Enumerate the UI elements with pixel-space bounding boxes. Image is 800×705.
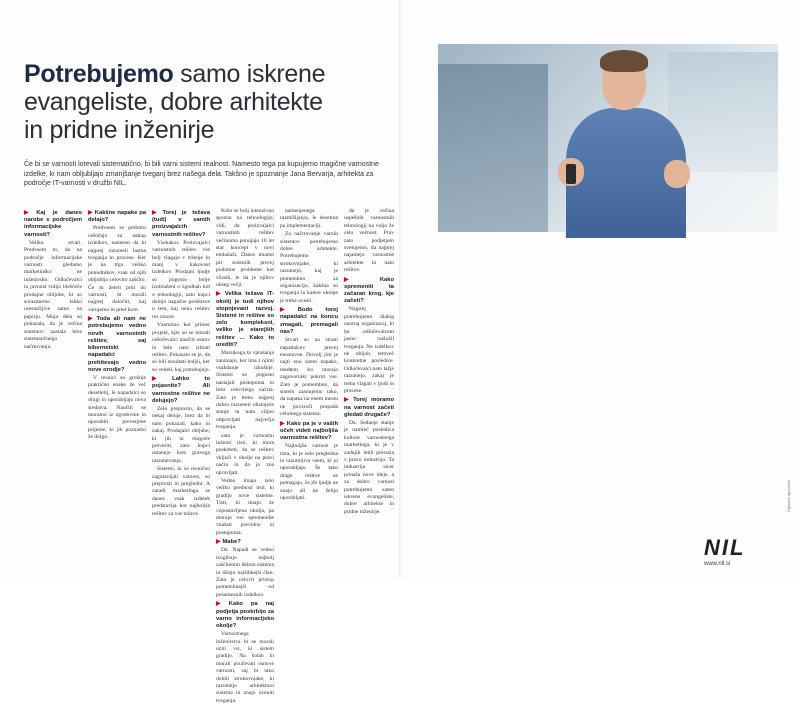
interview-question [88, 316, 146, 374]
triangle-bullet-icon: ▶ [88, 210, 93, 216]
interview-answer: zato je varnostni inženir tisti, ki mora poskrbeti, da se rešitev vključi v okolje na pravi način in da jo zna upravljati. [216, 432, 274, 476]
triangle-bullet-icon: ▶ [280, 420, 285, 427]
background-panel [438, 64, 548, 232]
question-text: Lahko to pojasnite? Ali varnostne rešitve ne delujejo? [152, 376, 210, 404]
text-column-1 [24, 208, 82, 564]
interview-question [280, 307, 338, 336]
article-headline [24, 60, 404, 144]
headline-line2: evangeliste, dobre arhitekte [24, 88, 323, 116]
interview-answer: Vsekakor. Proizvajalci varnostnih rešitev vse bolj vlagajo v trženje in manj v kakovost izdelkov. Prodajni ljudje so pogosto bolje izobraženi o zgodbah kot o tehnologiji, zato kupci dobijo napačne predstave o tem, kaj neka rešitev res zmore. [152, 239, 210, 320]
question-text: Kako pa je v vaših očeh videti najboljša varnostna rešitev? [280, 420, 338, 441]
question-text: Bodo torej napadalci na koncu zmagali, premagali nas? [280, 307, 338, 335]
question-text: Kakšne napake pa delajo? [88, 210, 146, 224]
interview-question [24, 210, 82, 239]
question-text: Velika težava IT-okolij je tudi njihov stopnjevani razvoj. Sistemi in rešitve so zelo kompleksni, veliko je starejših rešitev ... Kako to urediti? [216, 291, 274, 348]
interview-question [344, 277, 394, 306]
hand-shape [664, 160, 690, 188]
interview-answer: Najboljša varnost je tista, ki je zelo pregledna in razumljiva vsem, ki jo uporabljajo. Še tako drage rešitve ne pomagajo, če jih ljudje ne znajo ali ne želijo uporabljati. [280, 443, 338, 502]
question-text: Kako pa naj podjetja poskrbijo za varno informacijsko okolje? [216, 601, 274, 629]
interview-answer: Stvari so na strani napadalcev precej enostavne. Dovolj jim je najti eno samo napako, medtem ko morajo zagovorniki pokriti vse. Zato je pomembno, da sistem zasnujemo tako, da napaka na enem mestu ne povzroči propada celotnega sistema. [280, 337, 338, 418]
interview-question [216, 601, 274, 630]
interview-answer: Da. Napadi se vedno izogibajo najbolj zaščitenim delom sistema in iščejo najšibkejši člen. Zato je celovit pristop pomembnejši od posameznih izdelkov. [216, 547, 274, 598]
interview-answer: Vzemimo kot primer projekt, kjer so se morali odločevalci naučiti osnov in šele nato izbrati rešitev. Pokazalo se je, da so bili rezultati boljši, ker so vedeli, kaj potrebujejo. [152, 322, 210, 373]
text-column-8 [548, 208, 650, 564]
interview-question [216, 291, 274, 349]
interview-question [88, 210, 146, 224]
triangle-bullet-icon: ▶ [216, 539, 221, 546]
question-text: Torej je težava (tudi) v samih proizvajalcih varnostnih rešitev? [152, 210, 210, 238]
triangle-bullet-icon: ▶ [280, 307, 296, 314]
text-column-6 [344, 208, 394, 564]
question-text: Torej moramo na varnost začeti gledati drugače? [344, 397, 394, 418]
logo-url: www.nil.si [704, 561, 731, 567]
text-column-3 [152, 208, 210, 564]
interview-answer: namenjenega razmišljanju, le desetina pa implementaciji. [280, 208, 338, 229]
headline-line3: in pridne inženirje [24, 116, 215, 144]
interview-question [216, 539, 274, 546]
triangle-bullet-icon: ▶ [344, 276, 378, 283]
triangle-bullet-icon: ▶ [344, 397, 352, 404]
triangle-bullet-icon: ▶ [88, 316, 95, 323]
remote-device [566, 164, 576, 184]
triangle-bullet-icon: ▶ [216, 291, 223, 298]
headline-line1-rest: samo iskrene [180, 60, 326, 88]
interview-answer: Zelo preprosto, da se nekaj deluje, brez da bi nam pokazali, kako in zakaj. Prodajalci obljube, ki jih ni mogoče preveriti, zato kupci ostanejo brez pravega razumevanja. [152, 405, 210, 464]
triangle-bullet-icon: ▶ [216, 601, 227, 608]
text-column-9 [658, 208, 776, 508]
interview-question [280, 421, 338, 443]
interview-answer: Varnostnega inženirstva bi se morali učiti vsi, ki sistem gradijo. Na šolah bi morali poučevati osnove varnosti, saj bi tako dobili strokovnjake, ki razumejo arhitekturo sistema in znajo oceniti tveganja. [216, 631, 274, 704]
logo-wordmark: NIL [704, 535, 746, 560]
side-note: Oglasno sporočilo [786, 479, 791, 512]
text-column-5 [280, 208, 338, 564]
interview-answer: Predvsem se prehitro odločajo za nakup izdelkov, namesto da bi najprej razumeli lastna tveganja in procese. Ker je na trgu veliko ponudnikov, vsak od njih obljublja celovito zaščito. Če bi želeli priti do varnosti, bi morali najprej določiti, kaj varujemo in pred kom. [88, 225, 146, 313]
interview-answer: Veliko stvari. Predvsem to, da na področje informacijske varnosti gledamo marketinško ne inženirsko. Odločevalci in javnost vidijo bleščeče prodajne obljube, ki so sorazmerno lahko uresničljive samo na papirju. Moja dela so pokazala, da je večina sistemov nastala brez sistematičnega načrtovanja. [24, 239, 82, 350]
interview-answer: Najprej potrebujemo dialog znotraj organizacij, ki bo odločevalcem jasno razložil tveganja. Ne izdelkov ne obljub, temveč konkretne posledice. Odločevalci nato lažje razumejo, zakaj je treba vlagati v ljudi in procese. [344, 306, 395, 394]
interview-answer: da je večina uspešnih varnostnih tehnologij na voljo že celo večnost. Prav zato podjetjem svetujemo, da najprej najamejo varnostne arhitekte in nato rešitve. [344, 208, 394, 274]
question-text: Kako spremeniti ta začaran krog, kje začeti? [344, 276, 394, 305]
article-lead: Če bi se varnosti lotevali sistematično, bi bili varni sistemi realnost. Namesto tega pa kupujemo magične varnostne izdelke, ki nam obljubljajo zmanjšanje tveganj brez našega dela. Takšno je spoznanje Jana Bervarja, arhitekta za področje IT-varnosti v družbi NIL. [24, 161, 379, 187]
text-column-2 [88, 208, 146, 564]
question-text: Mabe? [222, 539, 241, 546]
triangle-bullet-icon: ▶ [152, 376, 171, 383]
interview-answer: Vedno imajo zelo veliko prednost tisti, ki gradijo nove sisteme. Tisti, ki imajo že vzpostavljena okolja, pa morajo vse spremembe vnašati previdno in postopoma. [216, 478, 274, 536]
interview-question [152, 210, 210, 239]
interview-question [152, 376, 210, 405]
interview-answer: Za načrtovanje varnih sistemov potrebujemo dobre arhitekte. Potrebujemo strokovnjake, ki razumejo, kaj je pomembno za organizacijo, kakšna so tveganja in katere ukrepe je treba uvesti. [280, 231, 338, 304]
hair-shape [600, 50, 648, 72]
text-column-4 [216, 208, 274, 704]
triangle-bullet-icon: ▶ [152, 210, 161, 216]
question-text: Kaj je danes narobe s področjem informacijske varnosti? [24, 210, 82, 238]
nil-logo [704, 537, 774, 567]
triangle-bullet-icon: ▶ [24, 210, 35, 216]
question-text: Toda ali nam ne potrebujemo vedno novih varnostnih rešitev, saj kibernetski napadalci prehitevajo vedno nove orodje? [88, 316, 146, 373]
interview-answer: Kdor se bolj intenzivno spozna na tehnologijo, vidi, da proizvajalci varnostnih rešitev večinoma ponujajo 10 let star koncept v novi embalaži. Danes imamo pri sistemih precej podobne probleme kot včasih, le da je njihov obseg večji. [216, 208, 274, 289]
interview-answer: V resnici so grožnje praktično enake že več desetletij, le napadalci so drugi in uporabljajo nova sredstva. Naučiti se moramo iz zgodovine in uporabiti preverjene prijeme, ki jih poznamo že dolgo. [88, 374, 146, 441]
interview-answer: Da. Sedanje stanje je namreč posledica kulture varnostnega marketinga, ki je v zadnjih letih prerasla v pravo industrijo. Ta industrija sicer prinaša nove ideje, a za dobro varnost potrebujemo samo iskrene evangeliste, dobre arhitekte in pridne inženirje. [344, 419, 394, 515]
speaker-figure [566, 48, 686, 232]
interview-question [344, 397, 394, 419]
headline-bold: Potrebujemo [24, 60, 174, 88]
interview-answer: Sistemi, ki so resnično zagotavljali varnost, so preprosti in pregledni. A zaradi marketinga se danes vsak izdelek predstavlja kot najboljša rešitev za vse težave. [152, 466, 210, 517]
portrait-photo [438, 44, 778, 232]
text-column-7 [438, 208, 540, 564]
interview-answer: Marsikoga ta vprašanja zanimajo, ker ima z njimi vsakdanje izkušnje. Sistemi so pogosto nastajali postopoma in brez celovitega načrta. Zato je treba najprej dobro razumeti obstoječe stanje in nato ciljno odpravljati največja tveganja. [216, 350, 274, 431]
